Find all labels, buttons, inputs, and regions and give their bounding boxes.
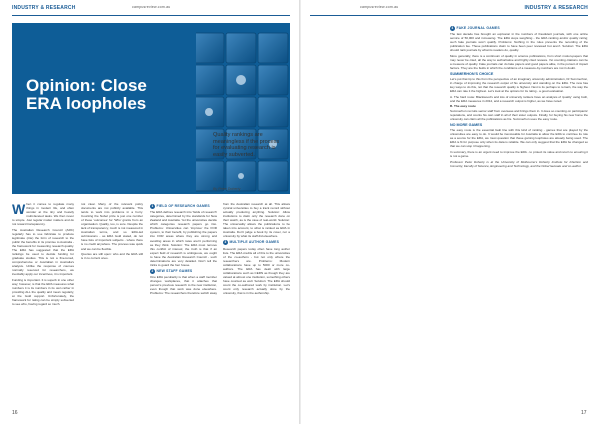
section-body: The ERA defines research into 'fields of research' categories, determined by the standards for New Zealand and Australia. Yet the universities decide which categories research papers go into. Problems: Universities can 'improve' the FOR system, to their benefit, by publishing the papers into FOR areas where they are strong and avoiding areas in which rates aren't performing as they think. Solution: The ERA must remove this conflict of interest; the truth is that if an expert field of research is ambiguous, we ought to have the Australian Research Council - such determinations are very detailed. Don't tell the tricks to guard the hen house. <box>150 210 217 267</box>
left-col1-paragraph: The Australian Research Council (ARC) regularly has to use fabricate to produce legitimate (cite) the form of research to the public the benefits in its promise to Australia - the framework for measuring research quality. The ERA has suggested that the ERA rankings be used to decide funding for graduate studies. This is not a fine-tuned, comprehensive or Australian in Australia's analysis. Unlike the response of courses normally reserved for researchers, we inevitably apply our incentives, it is important. <box>12 227 74 277</box>
drop-cap: W <box>12 202 26 217</box>
tiles-illustration <box>196 23 290 194</box>
left-rule <box>12 15 290 16</box>
section-body: The last decade has brought an explosion in the numbers of fraudulent journals, with one online service of 50,000 and increasing. The ERA stops weighting - the ERA ranking and/or quality rating; such fake journals won't qualify. Problems: Nothing in the rules prevents the recording of the publication fee. These publications claim to have been peer reviewed but aren't. Solution: The ERA should rank journals by what its readers do, quality. <box>450 32 588 53</box>
left-column-3 <box>150 202 290 405</box>
right-column-2 <box>450 24 588 408</box>
byline: By Peter Doherty <box>213 187 241 191</box>
left-page-number: 16 <box>12 410 18 416</box>
section-body: Research papers today often have long author lists. The ERA credits all of this to the universities of the co-authors - but not only where the researchers are. Problems: Modern collaborations have up to 5000 or more co-authors. The ERA has dealt with large collaborations such as CERN as though they are valued at almost one institution, something others have counted as well. Solution: The ERA should count the co-authored work by institution. Let's count only research actually done by the university, that is in the authorship. <box>223 246 290 296</box>
subsection-paragraph: A. The hard route: Blackwood's and lots of university rankers have an analysis of 'quality' using both, and the ERA measures in 2012, and a research output is higher, as we have noted. <box>450 94 588 103</box>
article-title: Opinion: Close ERA loopholes <box>26 76 147 113</box>
section-heading: 2 NEW STAFF GAMES <box>151 268 193 273</box>
author-bio: Professor Peter Doherty is at the University of Melbourne's Doherty Institute for Infection and Immunity, Faculty of Science, Engineering and Technology, and the Nobel laureate and co-author. <box>450 159 588 168</box>
section-heading: 4 FAKE JOURNAL GAMES <box>451 26 500 30</box>
minor-heading: B. The easy route <box>450 104 476 109</box>
left-col2-paragraph: not clear. Many of the relevant policy documents are not publicly available. This tends to work into problems in a hurry. Counting the Nobel prize is just one number of these 'outcomes' for 'Who' grants from an organisation. Quality, too, is sure. Despite the lack of transparency, much is not measured in Australian terms, and so ERA-led submissions - as ERA Gold stated, do not have lists of important subjects - where there is no credit anywhere. The process was quick and we can be flexible. <box>81 202 143 251</box>
section-heading: 3 MULTIPLE AUTHOR GAMES <box>224 240 280 245</box>
left-section-label: INDUSTRY & RESEARCH <box>12 5 76 11</box>
closing-paragraph: In summary, there is an urgent need to improve the ERA - to protect its value and return to ensuring it is not a game. <box>450 149 588 158</box>
minor-body: Summerhon recruits senior staff from overseas and brings them in. It does so counting on participants' reputations, and counts his own staff in all of their sister outputs. Finally, for buying his new home the university can claim all the publications as his. Summerhon uses the easy route. <box>450 108 588 122</box>
right-page <box>300 0 600 424</box>
section-heading: 1 FIELD OF RESEARCH GAMES <box>151 204 210 208</box>
left-column-1 <box>12 202 74 405</box>
section-body: More generally, there is a continuum of quality in science publications, from short motion-papers that may never be cited, all the way to authoritative and highly cited reviews. Yet counting citations can be a measure of quality. Fake journals can do fake papers and good papers alike, in the pursuit of impact factors. They are the fields in which the conditions of a measure-by-numbers are not in doubt. <box>450 53 588 71</box>
right-column-1 <box>310 24 444 408</box>
right-page-number: 17 <box>581 410 587 416</box>
subsection-heading: SUMMERHON'S CHOICE <box>450 72 494 77</box>
closing-heading: NO MORE GAMES <box>450 123 483 128</box>
closing-paragraph: The easy route is the essential fault line with this kind of ranking - games that are played by the universities are easy to do. It would be inexcusable for Australia to allow the ERA to continue its role as a source for the ERA, we must question that these gaming loopholes are already being used. The ERA is fit for purpose only when its data is reliable. We can only suggest that the ERA be changed so that we can stop it happening. <box>450 128 588 149</box>
left-col2-paragraph: Queries are still open: who and the ERA still is in to current ones. <box>81 252 143 261</box>
hero-banner <box>12 23 290 194</box>
left-col1-paragraph: hen it comes to regulate many things in modern life, and often wonder at the tiny and heavily multi-faceted tasks. We then never to simple. Just regular matter matters and do not reward transparency. <box>12 202 74 227</box>
right-magazine-url[interactable]: campusreview.com.au <box>360 5 399 9</box>
right-col1-spacer <box>310 24 444 46</box>
subsection-paragraph: Let's put that tip to this from the perspective of an imaginary university administration, Dr Summerhon, in charge of improving the research output of his university and standing on the ERA. The new has key ways to do this, not that the research quality is highest. Next is its perhaps to remain, the way the ERA can rate it the highest. Let's look at the options for its rating - a good evaluation. <box>450 77 588 94</box>
tile-art <box>196 23 290 194</box>
right-rule <box>310 15 588 16</box>
right-section-label: INDUSTRY & RESEARCH <box>524 5 588 11</box>
left-col1-paragraph: Funding is important. It is superb in one other way; however, is that the ERA measures what numbers it is its numbers in its own rather in providing ALL the quality and mean regularly, at the Gold support. Unfortunately, the framework for rating can be simply subverted to see who, having regard so much. <box>12 277 74 307</box>
left-magazine-url[interactable]: campusreview.com.au <box>132 5 171 9</box>
pull-quote: Quality rankings are meaningless if the process for evaluating research is easily subverted. <box>213 132 280 158</box>
section-body: One ERA peculiarity is that when a staff member changes workplaces, that it attaches that person's previous research to the new institution, even though that work was done elsewhere. Problems: The researchers therefore switch away from the Australian research at all. This allows cynical universities to buy a track record without actually producing anything. Solution: Allow institutions to claim only the research done on their watch, as is the case of real-world. Solution: The universality allows the publications to be taken into account, to what is ranked as ERA in Australia. Don't judge a book by its cover, nor a university by what its staff did elsewhere. <box>150 202 290 296</box>
left-column-2 <box>81 202 143 405</box>
